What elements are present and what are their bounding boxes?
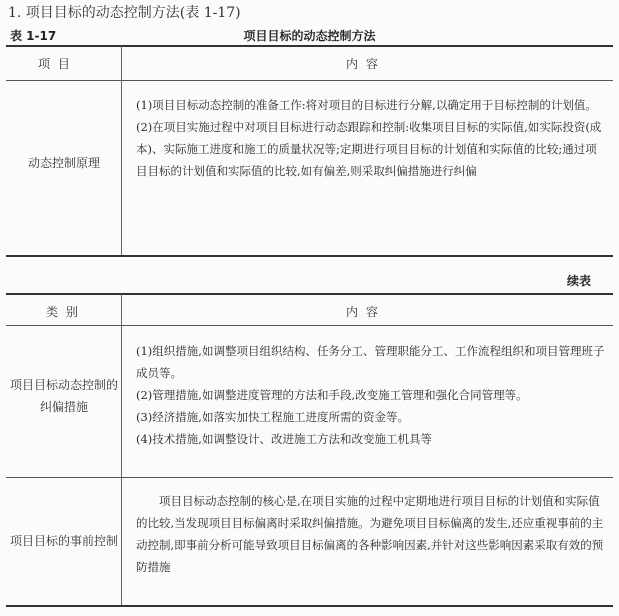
paragraph: (4)技术措施,如调整设计、改进施工方法和改变施工机具等 xyxy=(136,432,432,446)
table1-column-divider xyxy=(121,46,122,256)
paragraph: (2)在项目实施过程中对项目目标进行动态跟踪和控制:收集项目目标的实际值,如实际投资(成本)、实际施工进度和施工的质量状况等;定期进行项目目标的计划值和实际值的比较;通过项目目标的计划值和实际值的比较,如有偏差,则采取纠偏措施进行纠偏 xyxy=(136,120,602,178)
dynamic-control-principle-content xyxy=(136,94,606,182)
corrective-measures-content xyxy=(136,340,606,450)
paragraph: 项目目标动态控制的核心是,在项目实施的过程中定期地进行项目目标的计划值和实际值的比较,当发现项目目标偏离时采取纠偏措施。为避免项目目标偏离的发生,还应重视事前的主动控制,即事前分析可能导致项目目标偏离的各种影响因素,并针对这些影响因素采取有效的预防措施 xyxy=(136,494,604,574)
table2-row-rule xyxy=(6,477,613,478)
row-label-corrective-measures: 项目目标动态控制的纠偏措施 xyxy=(9,378,118,414)
table2-header-category: 类 别 xyxy=(46,305,80,319)
row-label-pre-control: 项目目标的事前控制 xyxy=(9,534,118,548)
table2-column-divider xyxy=(121,294,122,606)
table2-header-rule xyxy=(6,325,613,326)
row-label-dynamic-control-principle: 动态控制原理 xyxy=(27,156,100,170)
table1-bottom-rule xyxy=(6,255,613,257)
table2-top-rule xyxy=(6,293,613,295)
paragraph: (1)项目目标动态控制的准备工作:将对项目的目标进行分解,以确定用于目标控制的计划值。 xyxy=(136,98,597,112)
table1-header-item: 项 目 xyxy=(38,57,72,71)
pre-control-content xyxy=(136,490,606,578)
continued-label: 续表 xyxy=(566,274,591,288)
table2-header-content: 内 容 xyxy=(346,305,380,319)
paragraph: (3)经济措施,如落实加快工程施工进度所需的资金等。 xyxy=(136,410,409,424)
paragraph: (1)组织措施,如调整项目组织结构、任务分工、管理职能分工、工作流程组织和项目管理班子成员等。 xyxy=(136,344,605,380)
table-title: 项目目标的动态控制方法 xyxy=(243,29,376,43)
table2-bottom-rule xyxy=(6,605,613,607)
section-heading: 1. 项目目标的动态控制方法(表 1-17) xyxy=(8,5,241,21)
table1-header-rule xyxy=(6,80,613,81)
table-number: 表 1-17 xyxy=(10,29,57,43)
paragraph: (2)管理措施,如调整进度管理的方法和手段,改变施工管理和强化合同管理等。 xyxy=(136,388,528,402)
table1-header-content: 内 容 xyxy=(346,57,380,71)
table1-top-rule xyxy=(6,45,613,47)
